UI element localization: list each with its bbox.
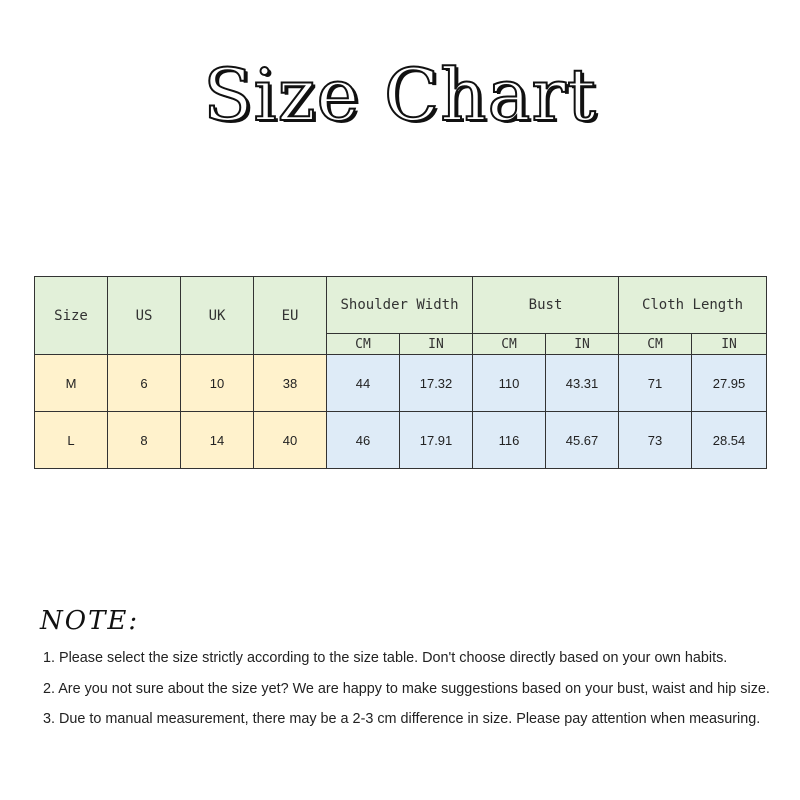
header-uk: UK [181, 277, 254, 355]
cell-length-in: 28.54 [692, 412, 767, 469]
note-line-1: 1. Please select the size strictly according to the size table. Don't choose directly based on your own habits. [43, 650, 728, 666]
cell-us: 6 [108, 355, 181, 412]
cell-bust-in: 43.31 [546, 355, 619, 412]
cell-bust-cm: 116 [473, 412, 546, 469]
cell-shoulder-in: 17.91 [400, 412, 473, 469]
cell-shoulder-cm: 44 [327, 355, 400, 412]
unit-shoulder-in: IN [400, 334, 473, 355]
header-bust: Bust [473, 277, 619, 334]
note-line-3: 3. Due to manual measurement, there may be a 2-3 cm difference in size. Please pay attention when measuring. [43, 711, 761, 727]
unit-bust-cm: CM [473, 334, 546, 355]
cell-size: M [35, 355, 108, 412]
cell-shoulder-cm: 46 [327, 412, 400, 469]
cell-us: 8 [108, 412, 181, 469]
cell-size: L [35, 412, 108, 469]
unit-bust-in: IN [546, 334, 619, 355]
unit-length-in: IN [692, 334, 767, 355]
cell-bust-in: 45.67 [546, 412, 619, 469]
cell-eu: 38 [254, 355, 327, 412]
cell-bust-cm: 110 [473, 355, 546, 412]
table-header-row [35, 277, 767, 334]
cell-length-cm: 71 [619, 355, 692, 412]
size-table [34, 276, 767, 469]
header-eu: EU [254, 277, 327, 355]
header-cloth-length: Cloth Length [619, 277, 767, 334]
cell-eu: 40 [254, 412, 327, 469]
header-size: Size [35, 277, 108, 355]
cell-length-in: 27.95 [692, 355, 767, 412]
header-us: US [108, 277, 181, 355]
note-heading: NOTE: [40, 606, 140, 636]
table-row [35, 355, 767, 412]
unit-length-cm: CM [619, 334, 692, 355]
cell-uk: 14 [181, 412, 254, 469]
cell-shoulder-in: 17.32 [400, 355, 473, 412]
page-title: Size Chart [203, 53, 597, 137]
unit-shoulder-cm: CM [327, 334, 400, 355]
cell-uk: 10 [181, 355, 254, 412]
cell-length-cm: 73 [619, 412, 692, 469]
header-shoulder-width: Shoulder Width [327, 277, 473, 334]
table-row [35, 412, 767, 469]
note-line-2: 2. Are you not sure about the size yet? We are happy to make suggestions based on your bust, waist and hip size. [43, 681, 770, 697]
